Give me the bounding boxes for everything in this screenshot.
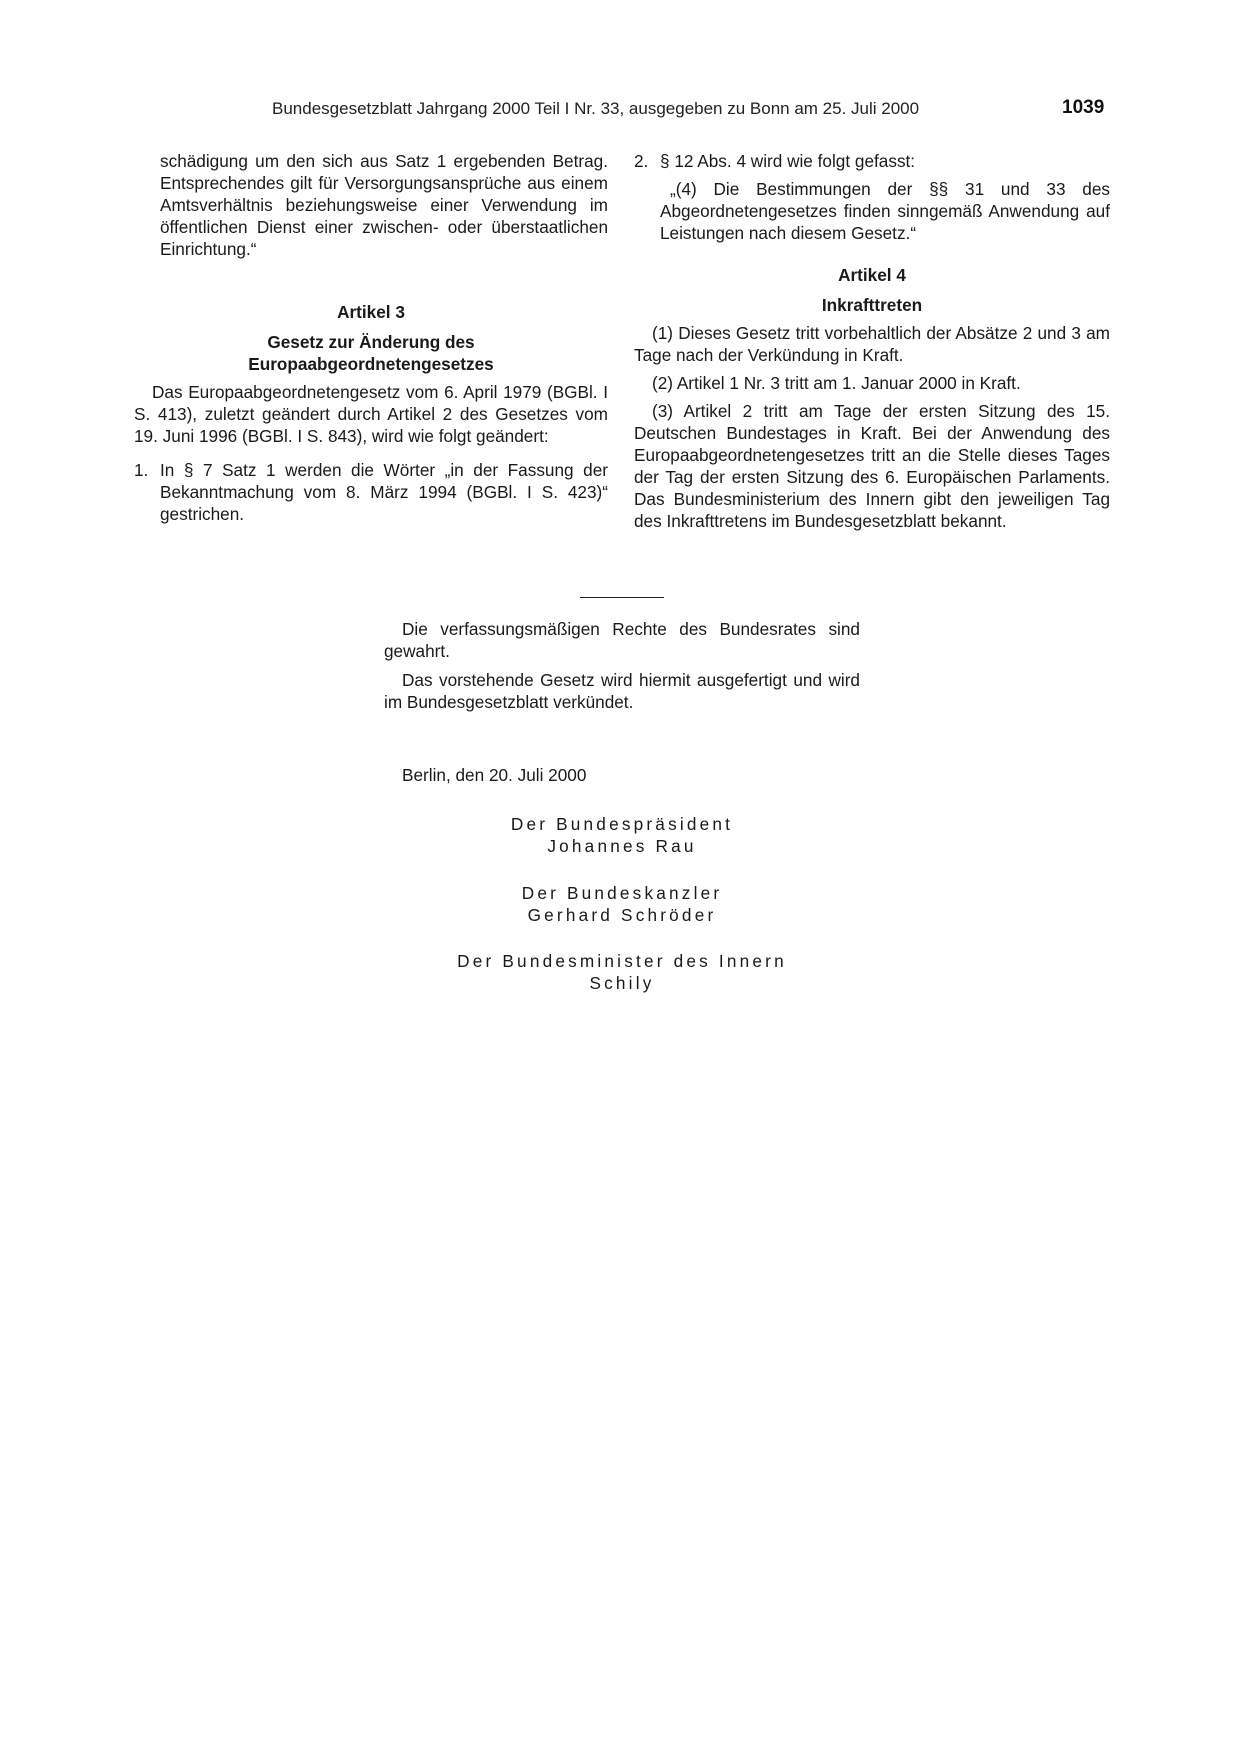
rights-statement: Die verfassungsmäßigen Rechte des Bundesrates sind gewahrt. [384, 619, 860, 661]
article-3-intro: Das Europaabgeordnetengesetz vom 6. April 1979 (BGBl. I S. 413), zuletzt geändert durch Artikel 2 des Gesetzes vom 19. Juni 1996 (BGBl. I S. 843), wird wie folgt geändert: [134, 382, 608, 446]
place-date: Berlin, den 20. Juli 2000 [402, 765, 587, 785]
continuation-text: schädigung um den sich aus Satz 1 ergebenden Betrag. Entsprechendes gilt für Versorgungsansprüche aus einem Amtsverhältnis beziehungsweise einer Verwendung im öffentlichen Dienst einer zwischen- oder überstaatlichen Einrichtung.“ [160, 151, 608, 259]
right-column [634, 150, 1110, 532]
running-head: Bundesgesetzblatt Jahrgang 2000 Teil I Nr. 33, ausgegeben zu Bonn am 25. Juli 2000 [272, 99, 920, 118]
closing-block [384, 618, 860, 713]
article-3-title-line-2: Europaabgeordnetengesetzes [248, 354, 494, 374]
article-4-label: Artikel 4 [838, 265, 906, 285]
article-4-paragraph-3: (3) Artikel 2 tritt am Tage der ersten Sitzung des 15. Deutschen Bundestages in Kraft. Bei der Anwendung des Europaabgeordnetengesetzes tritt an die Stelle dieses Tages der Tag der ersten Sitzung des 6. Europäischen Parlaments. Das Bundesministerium des Innern gibt den jeweiligen Tag des Inkrafttretens im Bundesgesetzblatt bekannt. [634, 401, 1110, 531]
item-text: § 12 Abs. 4 wird wie folgt gefasst: [660, 151, 916, 171]
signature-bundeskanzler [384, 882, 860, 926]
article-3-title-line-1: Gesetz zur Änderung des [267, 332, 475, 352]
article-4-paragraph-1: (1) Dieses Gesetz tritt vorbehaltlich der Absätze 2 und 3 am Tage nach der Verkündung in Kraft. [634, 323, 1110, 365]
article-3-label: Artikel 3 [337, 302, 405, 322]
article-4-paragraph-2: (2) Artikel 1 Nr. 3 tritt am 1. Januar 2000 in Kraft. [652, 373, 1021, 393]
item-text: In § 7 Satz 1 werden die Wörter „in der Fassung der Bekanntmachung vom 8. März 1994 (BGBl. I S. 423)“ gestrichen. [160, 460, 608, 524]
article-4-title: Inkrafttreten [821, 295, 923, 315]
signature-bundespraesident [384, 813, 860, 857]
item-2-quote: „(4) Die Bestimmungen der §§ 31 und 33 des Abgeordnetengesetzes finden sinngemäß Anwendung auf Leistungen nach diesem Gesetz.“ [660, 179, 1110, 243]
item-number: 1. [134, 460, 149, 480]
signer-name: Gerhard Schröder [527, 905, 717, 925]
section-divider [580, 597, 664, 598]
article-3-item-1 [134, 459, 608, 525]
signer-title: Der Bundesminister des Innern [457, 951, 787, 971]
signer-title: Der Bundespräsident [510, 814, 734, 834]
signer-title: Der Bundeskanzler [521, 883, 723, 903]
left-column [134, 150, 608, 525]
signer-name: Schily [589, 973, 655, 993]
promulgation-statement: Das vorstehende Gesetz wird hiermit ausgefertigt und wird im Bundesgesetzblatt verkündet. [384, 670, 860, 712]
signer-name: Johannes Rau [547, 836, 697, 856]
page-number: 1039 [1062, 97, 1105, 118]
signature-bundesminister [384, 950, 860, 994]
item-number: 2. [634, 151, 649, 171]
article-3-item-2 [634, 150, 1110, 172]
